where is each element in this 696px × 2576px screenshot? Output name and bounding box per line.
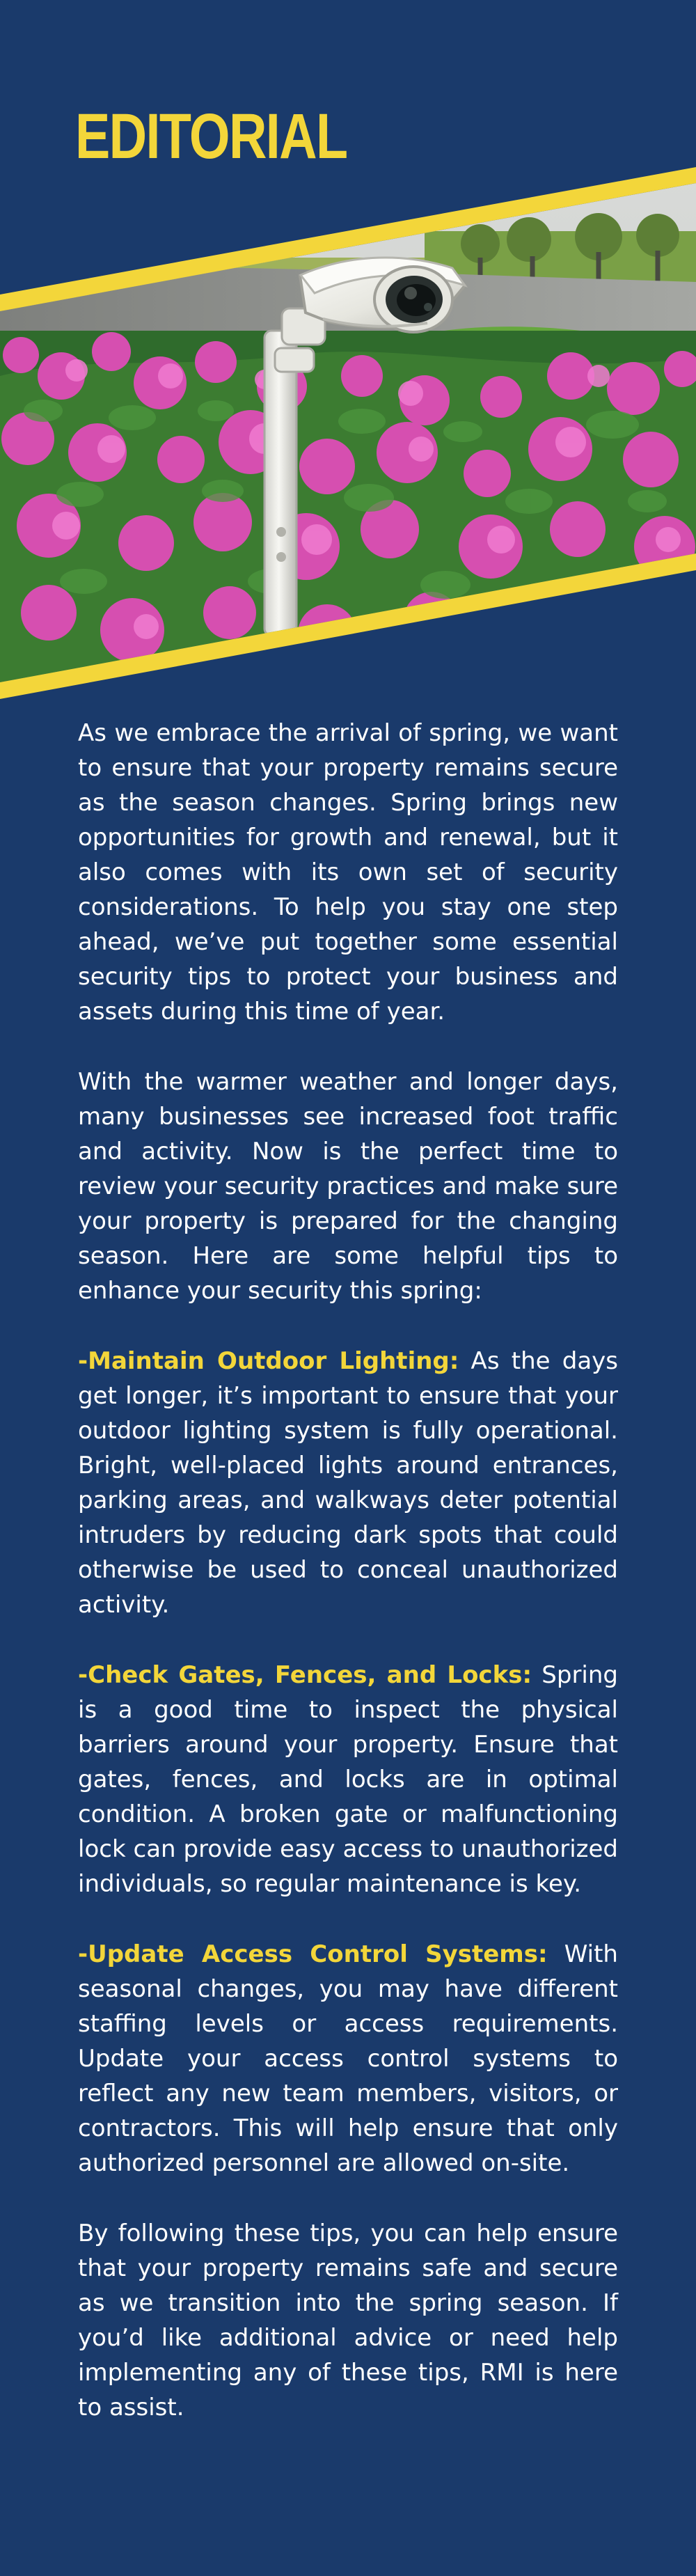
tip-text-gates: Spring is a good time to inspect the physical barriers around your property. Ensure that gates, fences, and locks are in optimal condition. A broken gate or malfunctioning lock can provide easy access to unauthorized individuals, so regular maintenance is key. xyxy=(78,1661,618,1898)
article-body xyxy=(78,716,618,2460)
tip-heading-lighting: -Maintain Outdoor Lighting: xyxy=(78,1347,459,1375)
page-title: EDITORIAL xyxy=(75,101,347,172)
tip-paragraph-lighting xyxy=(78,1344,618,1622)
intro-paragraph: As we embrace the arrival of spring, we want to ensure that your property remains secure as the season changes. Spring brings new opportunities for growth and renewal, but it also comes with its own set of security considerations. To help you stay one step ahead, we’ve put together some essential security tips to protect your business and assets during this time of year. xyxy=(78,719,618,1026)
hero-image xyxy=(0,167,696,703)
tip-text-lighting: As the days get longer, it’s important to ensure that your outdoor lighting system is fully operational. Bright, well-placed lights around entrances, parking areas, and walkways deter potential intruders by reducing dark spots that could otherwise be used to conceal unauthorized activity. xyxy=(78,1347,618,1619)
flower-bed xyxy=(0,332,696,703)
tip-paragraph-access xyxy=(78,1937,618,2181)
tip-heading-gates: -Check Gates, Fences, and Locks: xyxy=(78,1661,532,1689)
hero-illustration xyxy=(0,167,696,703)
closing-paragraph: By following these tips, you can help ensure that your property remains safe and secure as we transition into the spring season. If you’d like additional advice or need help implementing any of these tips, RMI is here to assist. xyxy=(78,2220,618,2421)
tip-paragraph-gates xyxy=(78,1658,618,1901)
tip-heading-access: -Update Access Control Systems: xyxy=(78,1940,548,1968)
tip-text-access: With seasonal changes, you may have different staffing levels or access requirements. Update your access control systems to reflect any new team members, visitors, or contractors. This will help ensure that only authorized personnel are allowed on-site. xyxy=(78,1940,618,2177)
context-paragraph: With the warmer weather and longer days, many businesses see increased foot traffic and activity. Now is the perfect time to review your security practices and make sure your property is prepared for the changing season. Here are some helpful tips to enhance your security this spring: xyxy=(78,1068,618,1305)
